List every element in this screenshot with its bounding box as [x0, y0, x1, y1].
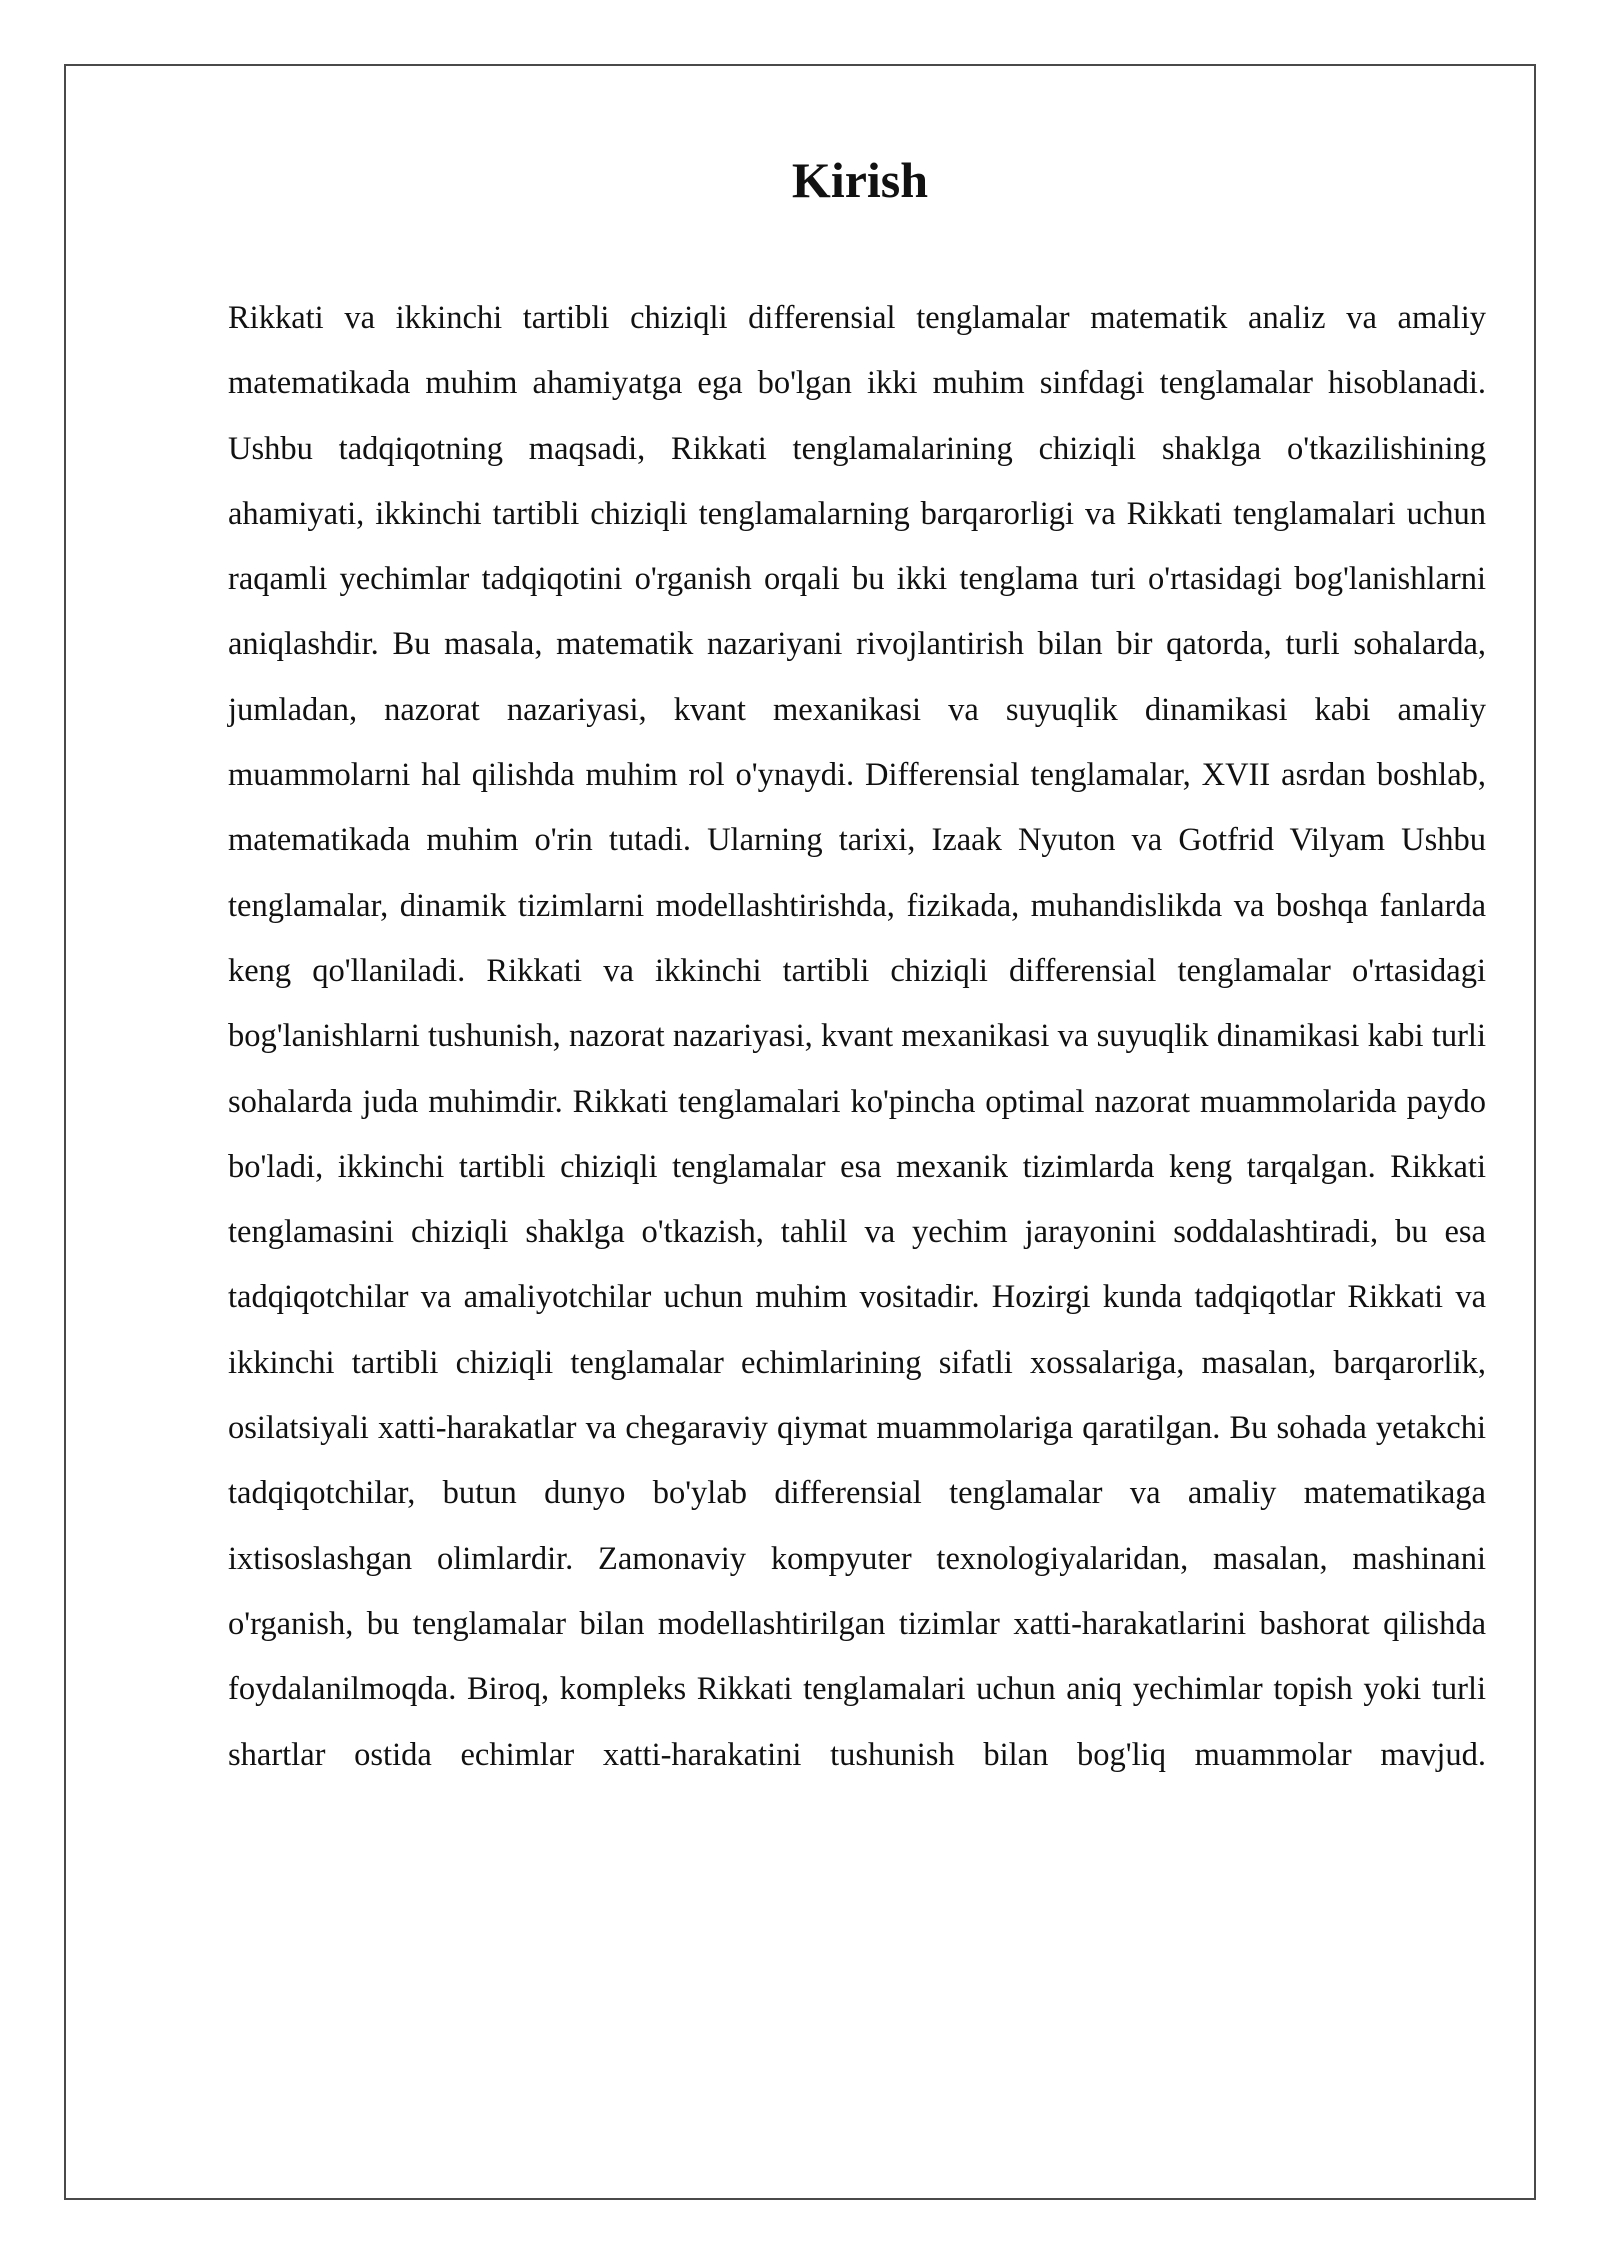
body-paragraph: Rikkati va ikkinchi tartibli chiziqli differensial tenglamalar matematik analiz va amaliy matematikada muhim ahamiyatga ega bo'lgan ikki muhim sinfdagi tenglamalar hisoblanadi. Ushbu tadqiqotning maqsadi, Rikkati tenglamalarining chiziqli shaklga o'tkazilishining ahamiyati, ikkinchi tartibli chiziqli tenglamalarning barqarorligi va Rikkati tenglamalari uchun raqamli yechimlar tadqiqotini o'rganish orqali bu ikki tenglama turi o'rtasidagi bog'lanishlarni aniqlashdir. Bu masala, matematik nazariyani rivojlantirish bilan bir qatorda, turli sohalarda, jumladan, nazorat nazariyasi, kvant mexanikasi va suyuqlik dinamikasi kabi amaliy muammolarni hal qilishda muhim rol o'ynaydi. Differensial tenglamalar, XVII asrdan boshlab, matematikada muhim o'rin tutadi. Ularning tarixi, Izaak Nyuton va Gotfrid Vilyam Ushbu tenglamalar, dinamik tizimlarni modellashtirishda, fizikada, muhandislikda va boshqa fanlarda keng qo'llaniladi. Rikkati va ikkinchi tartibli chiziqli differensial tenglamalar o'rtasidagi bog'lanishlarni tushunish, nazorat nazariyasi, kvant mexanikasi va suyuqlik dinamikasi kabi turli sohalarda juda muhimdir. Rikkati tenglamalari ko'pincha optimal nazorat muammolarida paydo bo'ladi, ikkinchi tartibli chiziqli tenglamalar esa mexanik tizimlarda keng tarqalgan. Rikkati tenglamasini chiziqli shaklga o'tkazish, tahlil va yechim jarayonini soddalashtiradi, bu esa tadqiqotchilar va amaliyotchilar uchun muhim vositadir. Hozirgi kunda tadqiqotlar Rikkati va ikkinchi tartibli chiziqli tenglamalar echimlarining sifatli xossalariga, masalan, barqarorlik, osilatsiyali xatti-harakatlar va chegaraviy qiymat muammolariga qaratilgan. Bu sohada yetakchi tadqiqotchilar, butun dunyo bo'ylab differensial tenglamalar va amaliy matematikaga ixtisoslashgan olimlardir. Zamonaviy kompyuter texnologiyalaridan, masalan, mashinani o'rganish, bu tenglamalar bilan modellashtirilgan tizimlar xatti-harakatlarini bashorat qilishda foydalanilmoqda. Biroq, kompleks Rikkati tenglamalari uchun aniq yechimlar topish yoki turli shartlar ostida echimlar xatti-harakatini tushunish bilan bog'liq muammolar mavjud.: [228, 300, 1486, 1773]
page-title: Kirish: [791, 152, 929, 208]
